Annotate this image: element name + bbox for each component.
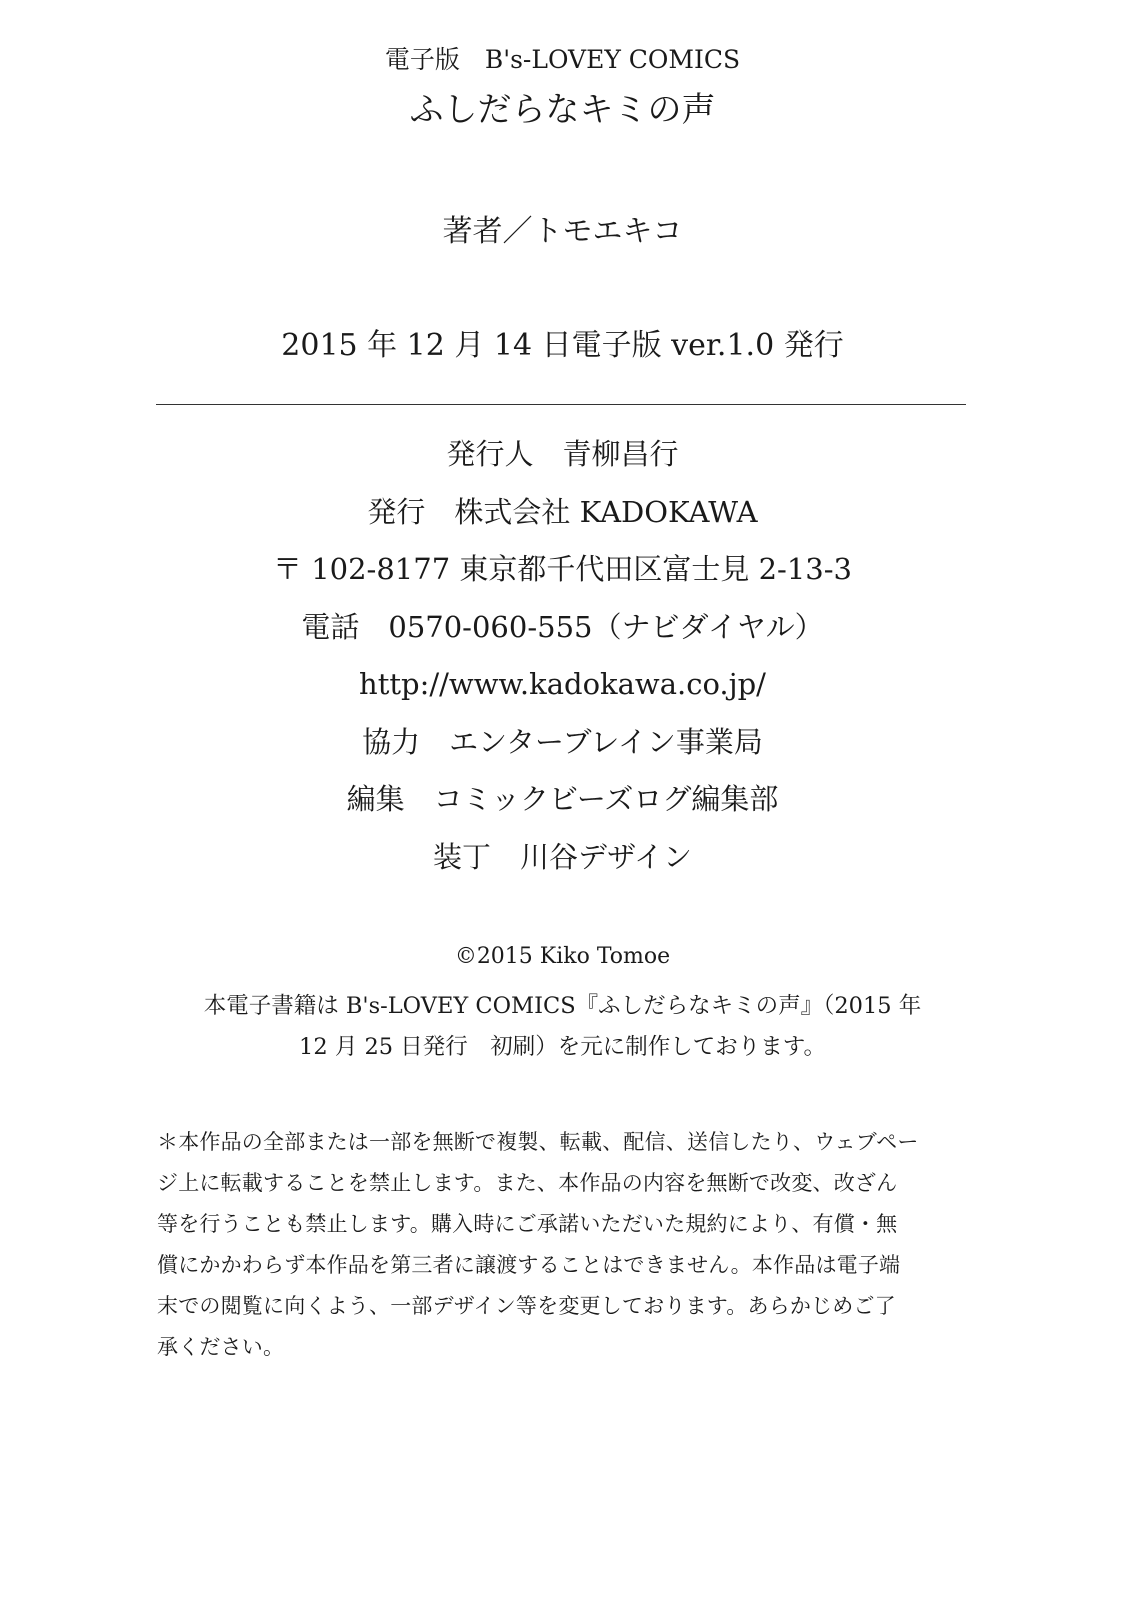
source-note-line: 12 月 25 日発行 初刷）を元に制作しております。	[299, 1034, 826, 1060]
credit-cooperation: 協力 エンターブレイン事業局	[362, 724, 763, 759]
credit-publisher: 発行 株式会社 KADOKAWA	[367, 494, 758, 529]
legal-notice-line: 末での閲覧に向くよう、一部デザイン等を変更しております。あらかじめご了	[157, 1294, 896, 1318]
legal-notice-line: 等を行うことも禁止します。購入時にご承諾いただいた規約により、有償・無	[157, 1212, 898, 1236]
credit-address: 〒 102-8177 東京都千代田区富士見 2-13-3	[272, 552, 852, 586]
source-note	[100, 986, 1025, 1068]
issue-date-line: 2015 年 12 月 14 日電子版 ver.1.0 発行	[281, 328, 844, 363]
author-line: 著者／トモエキコ	[442, 214, 683, 249]
credit-phone: 電話 0570-060-555（ナビダイヤル）	[301, 609, 824, 644]
legal-notice-line: 償にかかわらず本作品を第三者に譲渡することはできません。本作品は電子端	[157, 1253, 901, 1277]
legal-notice-line: ＊本作品の全部または一部を無断で複製、転載、配信、送信したり、ウェブペー	[157, 1130, 919, 1154]
credit-editing: 編集 コミックビーズログ編集部	[346, 782, 779, 816]
credit-publisher-person: 発行人 青柳昌行	[446, 437, 679, 471]
legal-notice	[157, 1122, 972, 1368]
divider-line	[156, 404, 966, 405]
legal-notice-line: ジ上に転載することを禁止します。また、本作品の内容を無断で改変、改ざん	[157, 1171, 898, 1195]
legal-notice-line: 承ください。	[157, 1335, 285, 1359]
credit-design: 装丁 川谷デザイン	[433, 839, 692, 874]
copyright-line: ©2015 Kiko Tomoe	[454, 944, 671, 969]
series-label: 電子版 B's-LOVEY COMICS	[384, 45, 741, 74]
credit-website: http://www.kadokawa.co.jp/	[359, 667, 766, 701]
credits-block	[0, 426, 1125, 886]
source-note-line: 本電子書籍は B's-LOVEY COMICS『ふしだらなキミの声』（2015 年	[203, 993, 922, 1019]
book-title: ふしだらなキミの声	[409, 90, 716, 130]
